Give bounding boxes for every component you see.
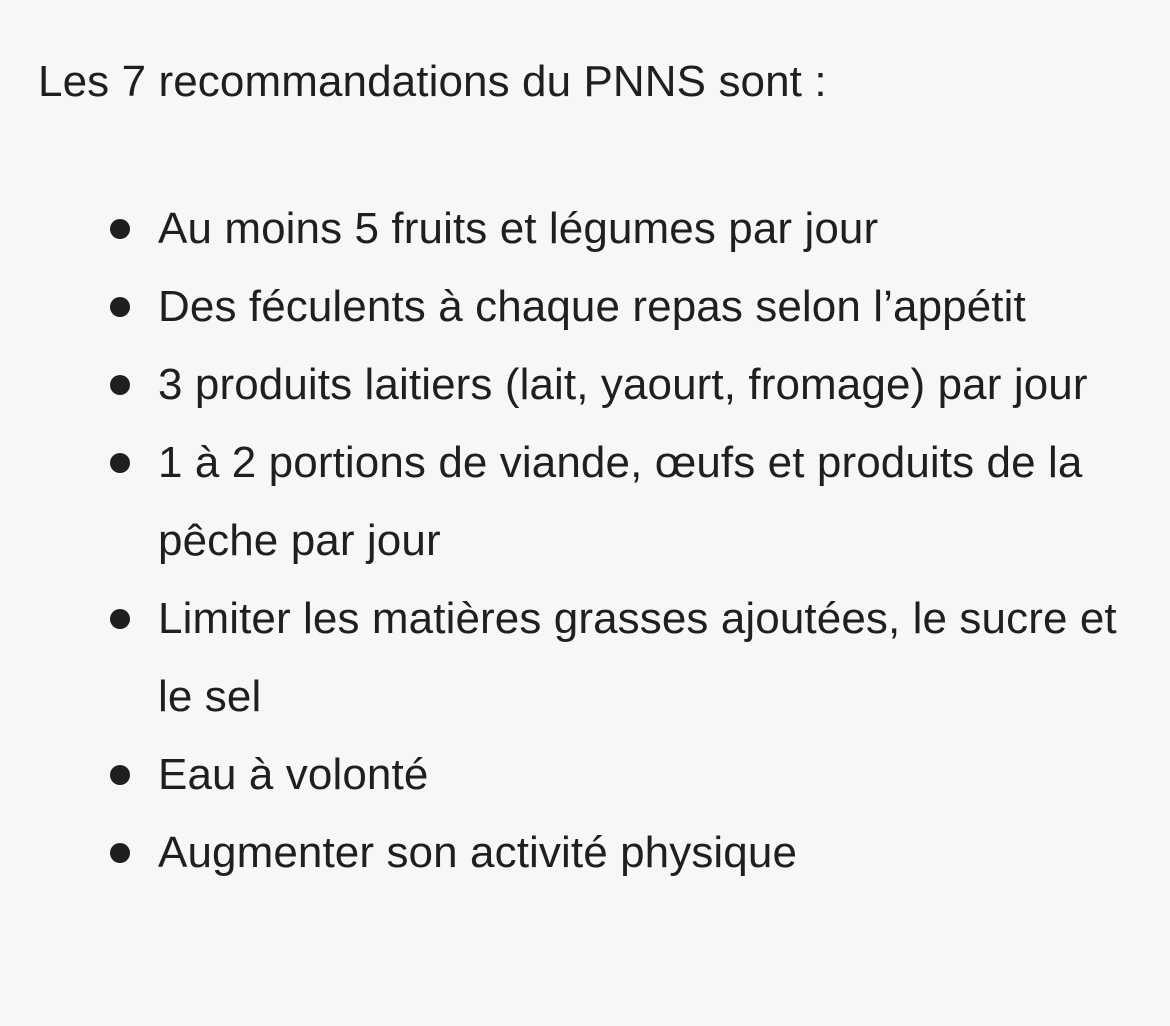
intro-text: Les 7 recommandations du PNNS sont : [38,57,827,106]
recommendations-list [38,190,1128,892]
bullet-icon [110,219,130,239]
list-item [38,268,1128,346]
bullet-icon [110,453,130,473]
list-item [38,424,1128,580]
recommendation-text: Des féculents à chaque repas selon l’appétit [158,282,1026,331]
recommendation-text: 3 produits laitiers (lait, yaourt, fromage) par jour [158,360,1088,409]
recommendation-text: Augmenter son activité physique [158,828,798,877]
list-item [38,346,1128,424]
recommendation-text: Limiter les matières grasses ajoutées, le sucre et le sel [158,594,1117,721]
list-item [38,580,1128,736]
recommendation-text: Eau à volonté [158,750,429,799]
bullet-icon [110,609,130,629]
list-item [38,190,1128,268]
document-content [38,52,1128,877]
bullet-icon [110,375,130,395]
bullet-icon [110,843,130,863]
recommendation-text: 1 à 2 portions de viande, œufs et produits de la pêche par jour [158,438,1083,565]
bullet-icon [110,297,130,317]
recommendation-text: Au moins 5 fruits et légumes par jour [158,204,879,253]
list-item [38,736,1128,814]
bullet-icon [110,765,130,785]
list-item [38,814,1128,892]
